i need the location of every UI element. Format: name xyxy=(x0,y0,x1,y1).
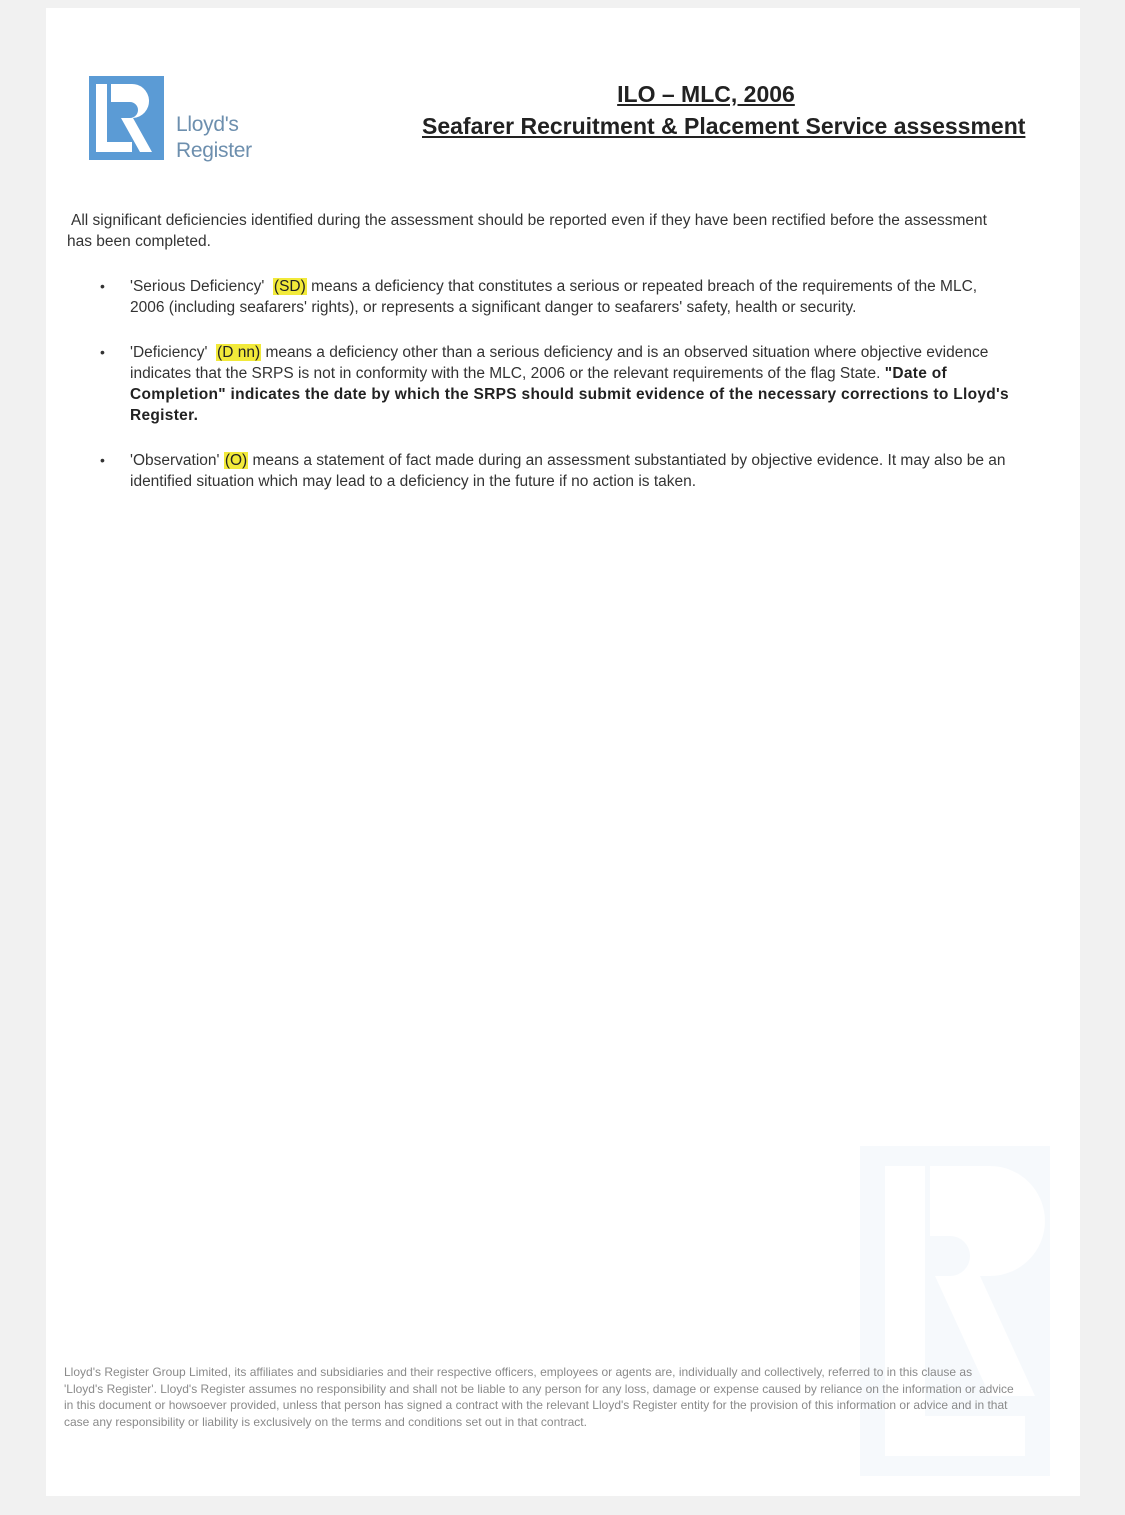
lloyds-register-logo-icon xyxy=(89,76,164,160)
bullet-icon: • xyxy=(100,344,105,360)
definition-text: means a deficiency other than a serious deficiency and is an observed situation where objective evidence indicates that the SRPS is not in conformity with the MLC, 2006 or the relevant requirements of the flag State. xyxy=(130,344,989,382)
definition-text: means a deficiency that constitutes a serious or repeated breach of the requirements of the MLC, 2006 (including seafarers' rights), or represents a significant danger to seafarers' safety, health or security. xyxy=(130,278,978,316)
definitions-list xyxy=(100,276,1015,516)
intro-paragraph: All significant deficiencies identified during the assessment should be reported even if they have been rectified before the assessment has been completed. xyxy=(67,212,987,250)
bullet-icon: • xyxy=(100,452,105,468)
definition-term: 'Deficiency' xyxy=(130,344,208,361)
logo-line-1: Lloyd's xyxy=(176,113,239,136)
footer-disclaimer: Lloyd's Register Group Limited, its affiliates and subsidiaries and their respective officers, employees or agents are, individually and collectively, referred to in this clause as 'Lloyd's Register'. Lloyd's Register assumes no responsibility and shall not be liable to any person for any loss, damage or expense caused by reliance on the information or advice in this document or howsoever provided, unless that person has signed a contract with the relevant Lloyd's Register entity for the provision of this information or advice and in that case any responsibility or liability is exclusively on the terms and conditions set out in that contract. xyxy=(64,1365,1014,1429)
definition-bold-note: "Date of Completion" indicates the date by which the SRPS should submit evidence of the necessary corrections to Lloyd's Register. xyxy=(130,365,1009,424)
logo-wordmark xyxy=(176,112,252,164)
definition-text: means a statement of fact made during an assessment substantiated by objective evidence. It may also be an identified situation which may lead to a deficiency in the future if no action is taken. xyxy=(130,452,1006,490)
document-subtitle: Seafarer Recruitment & Placement Service assessment xyxy=(422,113,1026,139)
definition-serious-deficiency xyxy=(100,276,1015,318)
definition-term: 'Observation' xyxy=(130,452,220,469)
document-page xyxy=(46,8,1080,1496)
logo-line-2: Register xyxy=(176,139,252,162)
definition-observation xyxy=(100,450,1015,492)
document-title: ILO – MLC, 2006 xyxy=(617,81,795,107)
bullet-icon: • xyxy=(100,278,105,294)
lloyds-register-logo xyxy=(89,76,279,176)
definition-code-highlight: (SD) xyxy=(273,278,306,295)
definition-code-highlight: (O) xyxy=(224,452,248,469)
definition-deficiency xyxy=(100,342,1015,426)
definition-code-highlight: (D nn) xyxy=(217,344,261,361)
document-header xyxy=(376,81,1076,140)
definition-term: 'Serious Deficiency' xyxy=(130,278,265,295)
